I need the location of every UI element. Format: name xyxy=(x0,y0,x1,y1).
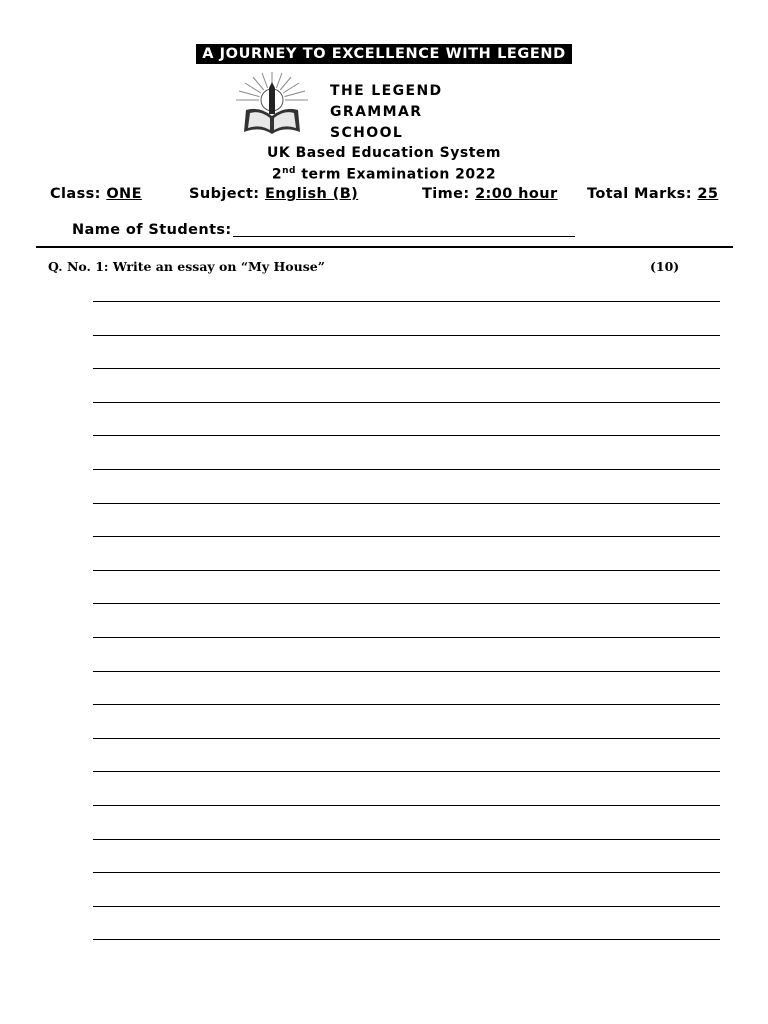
answer-line[interactable] xyxy=(93,301,720,302)
question-1-marks: (10) xyxy=(650,259,680,274)
answer-line[interactable] xyxy=(93,704,720,705)
class-value: ONE xyxy=(106,186,142,202)
answer-line[interactable] xyxy=(93,906,720,907)
answer-line[interactable] xyxy=(93,503,720,504)
exam-title: 2nd term Examination 2022 xyxy=(271,166,497,183)
education-system: UK Based Education System xyxy=(267,145,501,161)
answer-line[interactable] xyxy=(93,771,720,772)
answer-line[interactable] xyxy=(93,435,720,436)
student-name-label: Name of Students: xyxy=(72,222,232,238)
answer-line[interactable] xyxy=(93,738,720,739)
school-name-line-2: GRAMMAR xyxy=(330,104,423,120)
answer-line[interactable] xyxy=(93,368,720,369)
total-marks-value: 25 xyxy=(697,186,719,202)
answer-line[interactable] xyxy=(93,872,720,873)
answer-line[interactable] xyxy=(93,939,720,940)
time-info: Time: 2:00 hour xyxy=(422,186,558,202)
student-name-blank[interactable] xyxy=(233,236,575,237)
answer-line[interactable] xyxy=(93,671,720,672)
answer-line[interactable] xyxy=(93,335,720,336)
school-name-line-3: SCHOOL xyxy=(330,125,404,141)
subject-value: English (B) xyxy=(264,186,359,202)
school-logo xyxy=(232,70,312,140)
answer-line[interactable] xyxy=(93,469,720,470)
header-divider xyxy=(36,246,733,248)
answer-line[interactable] xyxy=(93,603,720,604)
school-motto-banner: A JOURNEY TO EXCELLENCE WITH LEGEND xyxy=(196,44,572,64)
question-1: Q. No. 1: Write an essay on “My House” xyxy=(48,259,325,274)
answer-line[interactable] xyxy=(93,536,720,537)
time-value: 2:00 hour xyxy=(475,186,558,202)
class-info: Class: ONE xyxy=(50,186,142,202)
answer-line[interactable] xyxy=(93,402,720,403)
answer-line[interactable] xyxy=(93,839,720,840)
total-marks-info: Total Marks: 25 xyxy=(587,186,719,202)
answer-line[interactable] xyxy=(93,637,720,638)
answer-line[interactable] xyxy=(93,805,720,806)
subject-info: Subject: English (B) xyxy=(189,186,359,202)
school-name-line-1: THE LEGEND xyxy=(330,83,443,99)
answer-line[interactable] xyxy=(93,570,720,571)
